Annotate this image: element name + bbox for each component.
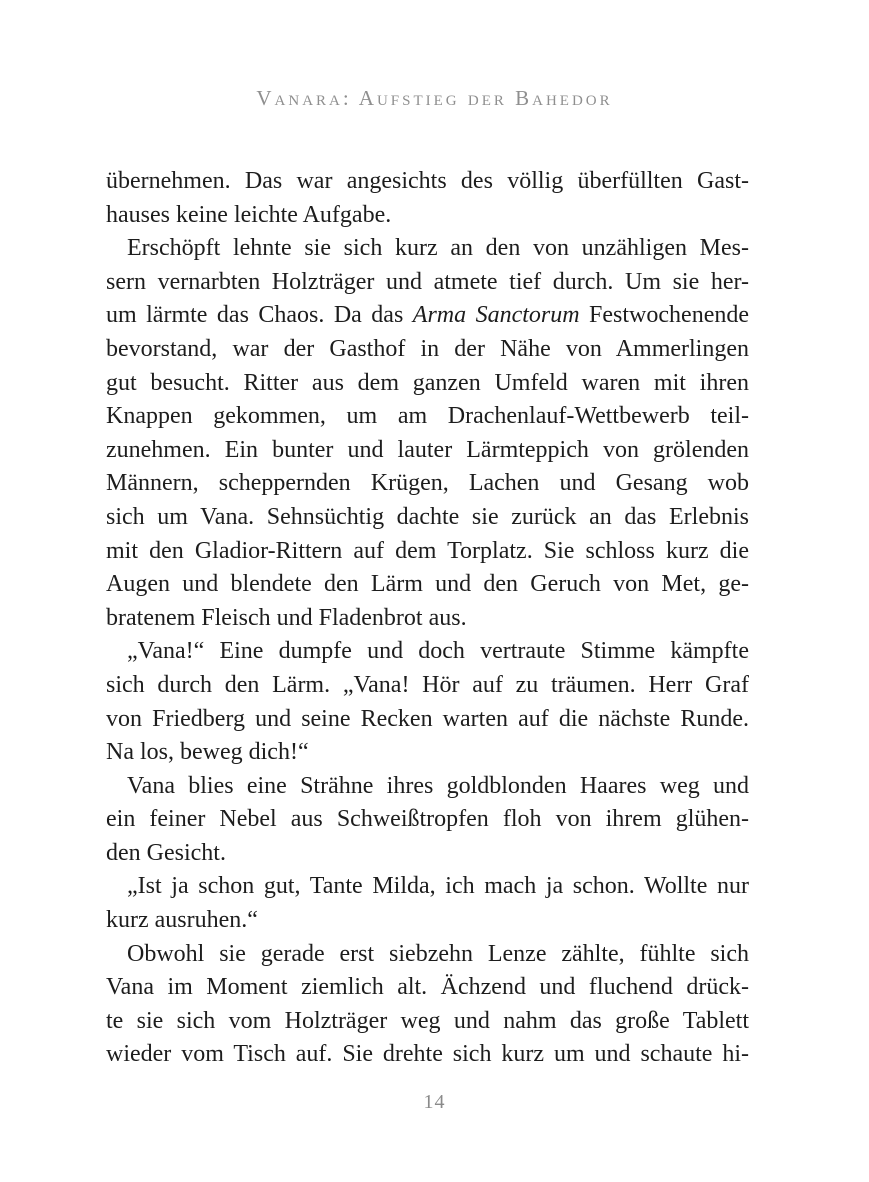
- text-line: wieder vom Tisch auf. Sie drehte sich kurz um und schaute hi-: [106, 1041, 749, 1068]
- text-line: Na los, beweg dich!“: [106, 739, 309, 766]
- text-line: „Vana!“ Eine dumpfe und doch vertraute Stimme kämpfte: [127, 638, 749, 665]
- text-line: Vana blies eine Strähne ihres goldblonden Haares weg und: [127, 772, 749, 799]
- text-line: den Gesicht.: [106, 839, 226, 866]
- text-line: ein feiner Nebel aus Schweißtropfen floh von ihrem glühen-: [106, 806, 749, 833]
- text-line: gut besucht. Ritter aus dem ganzen Umfeld waren mit ihren: [106, 369, 749, 396]
- text-line: Erschöpft lehnte sie sich kurz an den von unzähligen Mes-: [127, 235, 749, 262]
- text-line: bevorstand, war der Gasthof in der Nähe von Ammerlingen: [106, 335, 749, 362]
- text-block: [106, 165, 749, 1072]
- paragraph: [106, 635, 749, 769]
- text-line: hauses keine leichte Aufgabe.: [106, 201, 392, 228]
- paragraph: [106, 232, 749, 635]
- text-line: Vana im Moment ziemlich alt. Ächzend und fluchend drück-: [106, 974, 749, 1001]
- text-line: um lärmte das Chaos. Da das Arma Sanctorum Festwochenende: [106, 302, 749, 329]
- text-line: „Ist ja schon gut, Tante Milda, ich mach ja schon. Wollte nur: [127, 873, 749, 900]
- text-line: bratenem Fleisch und Fladenbrot aus.: [106, 604, 467, 631]
- text-line: sern vernarbten Holzträger und atmete tief durch. Um sie her-: [106, 268, 749, 295]
- text-line: sich um Vana. Sehnsüchtig dachte sie zurück an das Erlebnis: [106, 503, 749, 530]
- text-line: Männern, scheppernden Krügen, Lachen und Gesang wob: [106, 470, 749, 497]
- text-line: sich durch den Lärm. „Vana! Hör auf zu träumen. Herr Graf: [106, 671, 749, 698]
- running-head-title: Vanara: Aufstieg der Bahedor: [256, 86, 613, 110]
- paragraph: [106, 870, 749, 937]
- text-line: mit den Gladior-Rittern auf dem Torplatz. Sie schloss kurz die: [106, 537, 749, 564]
- text-line: zunehmen. Ein bunter und lauter Lärmteppich von grölenden: [106, 436, 749, 463]
- text-line: von Friedberg und seine Recken warten auf die nächste Runde.: [106, 705, 749, 732]
- text-line: kurz ausruhen.“: [106, 907, 258, 934]
- page-number: 14: [423, 1091, 446, 1113]
- paragraph: [106, 770, 749, 871]
- text-line: übernehmen. Das war angesichts des völlig überfüllten Gast-: [106, 168, 749, 194]
- text-line: Knappen gekommen, um am Drachenlauf-Wettbewerb teil-: [106, 403, 749, 430]
- paragraph: [106, 938, 749, 1072]
- italic-phrase: Arma Sanctorum: [412, 302, 580, 329]
- text-line: Augen und blendete den Lärm und den Geruch von Met, ge-: [106, 571, 749, 598]
- text-line: Obwohl sie gerade erst siebzehn Lenze zählte, fühlte sich: [127, 940, 749, 967]
- text-line: te sie sich vom Holzträger weg und nahm das große Tablett: [106, 1007, 749, 1034]
- paragraph: [106, 165, 749, 232]
